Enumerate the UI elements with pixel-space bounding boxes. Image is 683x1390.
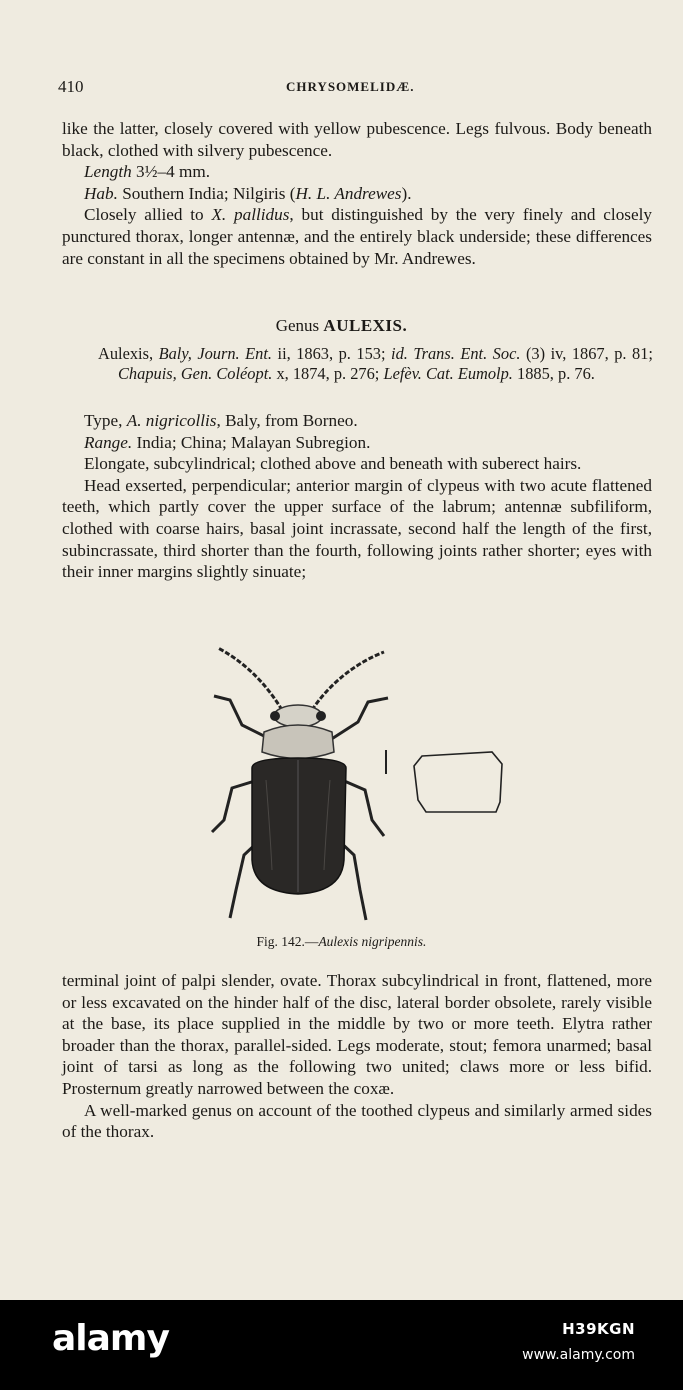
genus-description-continued	[62, 970, 652, 1143]
page-number: 410	[58, 77, 84, 96]
running-title: CHRYSOMELIDÆ.	[286, 79, 415, 94]
terminal-paragraph: terminal joint of palpi slender, ovate. Thorax subcylindrical in front, flattened, more or less excavated on the hinder half of the disc, lateral border obsolete, rarely visible at the base, its place supplied in the middle by two or more teeth. Elytra rather broader than the thorax, parallel-sided. Legs moderate, stout; femora unarmed; basal joint of tarsi as long as the following two united; claws more or less bifid. Prosternum greatly narrowed between the coxæ.	[62, 971, 652, 1098]
elongate-paragraph: Elongate, subcylindrical; clothed above and beneath with suberect hairs.	[84, 454, 582, 474]
length-line: Length 3½–4 mm.	[84, 162, 211, 182]
page-header	[58, 77, 658, 101]
paragraph: like the latter, closely covered with yellow pubescence. Legs fulvous. Body beneath black, clothed with silvery pubescence.	[62, 119, 652, 160]
beetle-illustration	[200, 640, 520, 930]
range-line: Range. India; China; Malayan Subregion.	[84, 432, 371, 452]
closing-paragraph: A well-marked genus on account of the toothed clypeus and similarly armed sides of the thorax.	[62, 1100, 652, 1142]
footer-info	[522, 1320, 635, 1363]
type-line: Type, A. nigricollis, Baly, from Borneo.	[84, 411, 358, 430]
genus-references: Aulexis, Baly, Journ. Ent. ii, 1863, p. 153; id. Trans. Ent. Soc. (3) iv, 1867, p. 81; Chapuis, Gen. Coléopt. x, 1874, p. 276; Lefèv. Cat. Eumolp. 1885, p. 76.	[98, 344, 653, 383]
head-paragraph: Head exserted, perpendicular; anterior margin of clypeus with two acute flattened teeth, which partly cover the upper surface of the labrum; antennæ subfiliform, clothed with coarse hairs, basal joint incrassate, second half the length of the first, subincrassate, third shorter than the fourth, following joints rather shorter; eyes with their inner margins slightly sinuate;	[62, 475, 652, 582]
species-description-end	[62, 118, 652, 269]
figure-caption: Fig. 142.—Aulexis nigripennis.	[256, 934, 427, 949]
brand-logo: alamy	[52, 1318, 169, 1359]
genus-heading: Genus AULEXIS.	[275, 316, 408, 335]
comparison-paragraph: Closely allied to X. pallidus, but distinguished by the very finely and closely punctured thorax, longer antennæ, and the entirely black underside; these differences are constant in all the specimens obtained by Mr. Andrewes.	[62, 205, 652, 268]
watermark-footer	[0, 1300, 683, 1390]
image-id: H39KGN	[562, 1320, 635, 1338]
genus-description	[62, 410, 652, 583]
habitat-line: Hab. Southern India; Nilgiris (H. L. Andrewes).	[84, 183, 412, 203]
site-url: www.alamy.com	[522, 1347, 635, 1363]
